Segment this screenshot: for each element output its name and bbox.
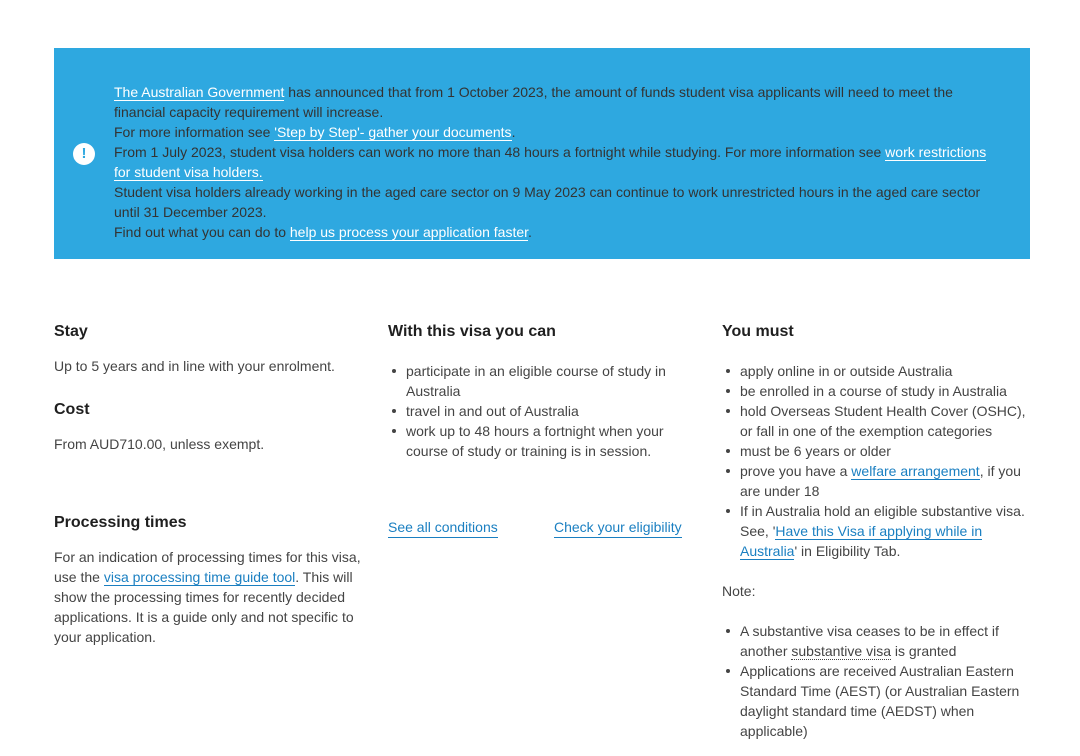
- visa-permissions-list: [388, 361, 688, 461]
- requirements-list: [722, 361, 1034, 561]
- substantive-visa-text-after: ' in Eligibility Tab.: [794, 543, 901, 559]
- more-info-text: For more information see: [114, 124, 275, 140]
- see-all-conditions-link[interactable]: See all conditions: [388, 517, 498, 538]
- announcement-funds-text: has announced that from 1 October 2023, the amount of funds student visa applicants will need to meet the financial capacity requirement will increase.: [114, 84, 953, 120]
- work-restrictions-link[interactable]: work restrictions for student visa holders.: [114, 144, 987, 180]
- visa-permissions-section: [388, 322, 688, 461]
- process-faster-end: .: [528, 224, 532, 240]
- check-eligibility-link[interactable]: Check your eligibility: [554, 517, 682, 538]
- announcement-line-process-faster: [114, 222, 994, 242]
- list-item: be enrolled in a course of study in Australia: [722, 381, 1034, 401]
- processing-heading: Processing times: [54, 514, 187, 531]
- list-item: [722, 461, 1034, 501]
- cost-heading: Cost: [54, 401, 90, 418]
- list-item: [722, 501, 1034, 561]
- notes-list: [722, 621, 1034, 741]
- list-item: Applications are received Australian Eastern Standard Time (AEST) (or Australian Eastern daylight standard time (AEDST) when applicable): [722, 661, 1034, 741]
- info-exclamation-icon: !: [73, 143, 95, 165]
- processing-text: [54, 547, 364, 647]
- process-faster-link[interactable]: help us process your application faster: [289, 224, 529, 240]
- process-faster-text: Find out what you can do to: [114, 224, 290, 240]
- cost-text: From AUD710.00, unless exempt.: [54, 436, 265, 452]
- step-by-step-link[interactable]: 'Step by Step'- gather your documents: [274, 124, 512, 140]
- note-text-before: A substantive visa ceases to be in effect if another: [740, 623, 999, 659]
- stay-text: Up to 5 years and in line with your enrolment.: [54, 358, 335, 374]
- work-hours-text: From 1 July 2023, student visa holders can work no more than 48 hours a fortnight while studying. For more information see: [114, 144, 886, 160]
- list-item: apply online in or outside Australia: [722, 361, 1034, 381]
- stay-section: [54, 322, 364, 376]
- announcement-text: [114, 82, 994, 242]
- more-info-end: .: [511, 124, 516, 140]
- list-item: hold Overseas Student Health Cover (OSHC), or fall in one of the exemption categories: [722, 401, 1034, 441]
- requirements-section: [722, 322, 1034, 741]
- processing-text-before: For an indication of processing times for this visa, use the: [54, 549, 361, 585]
- welfare-text-before: prove you have a: [740, 463, 852, 479]
- have-this-visa-link[interactable]: Have this Visa if applying while in Australia: [740, 523, 983, 559]
- list-item: participate in an eligible course of study in Australia: [388, 361, 688, 401]
- australian-government-link[interactable]: The Australian Government: [114, 84, 285, 100]
- processing-section: [54, 513, 364, 647]
- announcement-line-funds: [114, 82, 994, 122]
- substantive-visa-term[interactable]: substantive visa: [791, 643, 891, 659]
- welfare-text-after: , if you are under 18: [740, 463, 1021, 499]
- announcement-line-work-hours: [114, 142, 994, 182]
- announcement-line-aged-care: Student visa holders already working in the aged care sector on 9 May 2023 can continue to work unrestricted hours in the aged care sector until 31 December 2023.: [114, 184, 981, 220]
- list-item: work up to 48 hours a fortnight when your course of study or training is in session.: [388, 421, 688, 461]
- list-item: [722, 621, 1034, 661]
- note-text-after: is granted: [890, 643, 957, 659]
- requirements-heading: You must: [722, 323, 794, 340]
- announcement-line-more-info: [114, 122, 994, 142]
- welfare-arrangement-link[interactable]: welfare arrangement: [851, 463, 980, 479]
- cost-section: [54, 400, 364, 454]
- processing-text-after: . This will show the processing times for recently decided applications. It is a guide only and not specific to your application.: [54, 569, 354, 645]
- processing-time-tool-link[interactable]: visa processing time guide tool: [103, 569, 296, 585]
- note-label: Note:: [722, 583, 756, 599]
- visa-permissions-heading: With this visa you can: [388, 323, 556, 340]
- list-item: must be 6 years or older: [722, 441, 1034, 461]
- substantive-visa-text-before: If in Australia hold an eligible substantive visa. See, ': [740, 503, 1025, 539]
- stay-heading: Stay: [54, 323, 88, 340]
- list-item: travel in and out of Australia: [388, 401, 688, 421]
